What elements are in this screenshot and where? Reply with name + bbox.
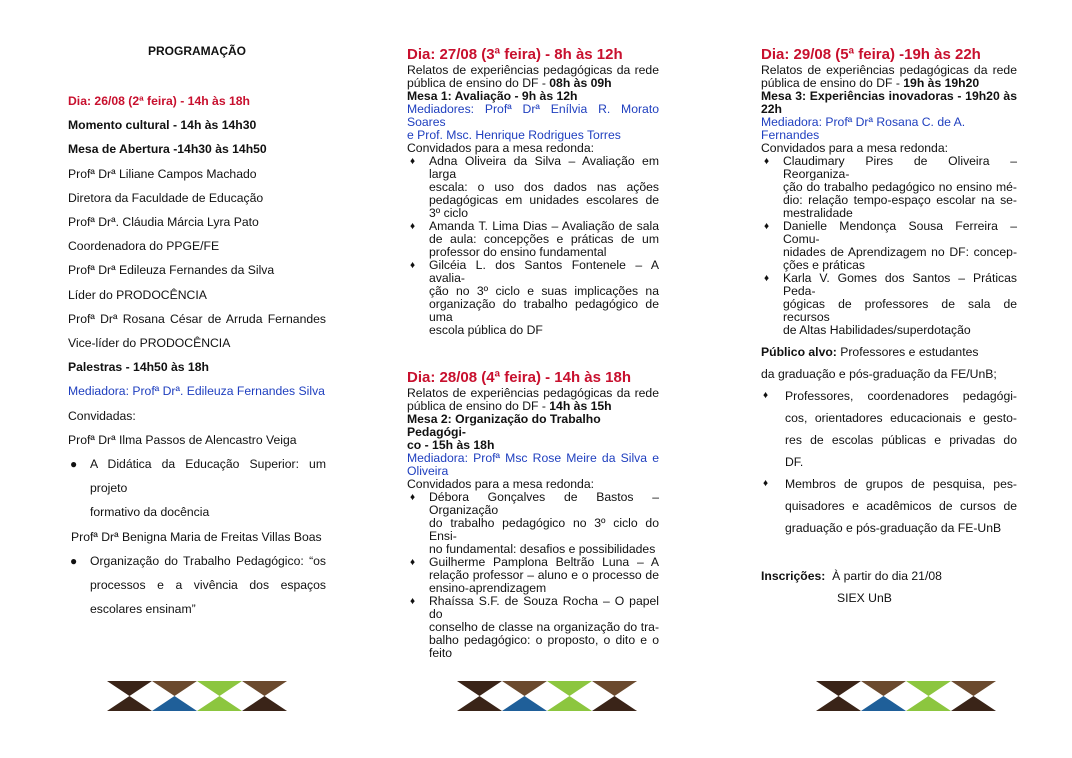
list-item-line: ção do trabalho pedagógico no ensino mé-: [783, 180, 1017, 194]
list-item-line: Professores, coordenadores pedagógi-: [785, 389, 1017, 403]
list-item-line: no fundamental: desafios e possibilidades: [429, 542, 656, 556]
convidados-label: Convidados para a mesa redonda:: [761, 141, 948, 155]
triangle-up: [457, 696, 502, 711]
list-item-line: ção no 3º ciclo e suas implicações na: [429, 284, 659, 298]
speakers-list: [407, 155, 659, 337]
mediadores: e Prof. Msc. Henrique Rodrigues Torres: [407, 128, 621, 142]
triangle-down: [547, 681, 592, 696]
triangle-up: [906, 696, 951, 711]
relatos-text: Relatos de experiências pedagógicas da rede: [407, 386, 659, 400]
relatos-text: pública de ensino do DF - 19h às 19h20: [761, 76, 980, 90]
diamond-bullet-icon: ♦: [764, 273, 770, 284]
person-name: Profª Drª Liliane Campos Machado: [68, 166, 257, 181]
inscricoes-line: Inscrições: À partir do dia 21/08: [761, 569, 942, 583]
person-role: Diretora da Faculdade de Educação: [68, 190, 264, 205]
diamond-bullet-icon: ♦: [763, 390, 769, 401]
list-item-line: escala: o uso dos dados nas ações: [429, 180, 659, 194]
list-item-line: dio: relação tempo-espaço escolar na se-: [783, 193, 1017, 207]
speaker-name: Profª Drª Benigna Maria de Freitas Villas Boas: [71, 529, 322, 544]
list-item: [407, 491, 659, 556]
triangle-down: [107, 681, 152, 696]
triangle-up: [197, 696, 242, 711]
triangle-up: [816, 696, 861, 711]
triangle-up: [547, 696, 592, 711]
list-item-line: escola pública do DF: [429, 323, 543, 337]
relatos-text: pública de ensino do DF - 08h às 09h: [407, 76, 612, 90]
list-item-line: do trabalho pedagógico no 3º ciclo do Ensi-: [429, 516, 659, 543]
siex-label: SIEX UnB: [837, 591, 892, 605]
triangle-down: [592, 681, 637, 696]
day4-block: [761, 46, 1017, 337]
convidados-label: Convidados para a mesa redonda:: [407, 477, 594, 491]
day3-block: [407, 369, 659, 660]
relatos-text: Relatos de experiências pedagógicas da rede: [761, 63, 1017, 77]
list-item: [761, 473, 1017, 539]
diamond-bullet-icon: ♦: [410, 557, 416, 568]
diamond-bullet-icon: ♦: [410, 596, 416, 607]
speaker-name: Profª Drª Ilma Passos de Alencastro Veiga: [68, 432, 297, 447]
bullet-icon: ●: [70, 457, 78, 472]
convidados-label: Convidados para a mesa redonda:: [407, 141, 594, 155]
day-heading: Dia: 29/08 (5ª feira) -19h às 22h: [761, 46, 981, 63]
list-item-line: Danielle Mendonça Sousa Ferreira – Comu-: [783, 219, 1017, 246]
list-item-line: ensino-aprendizagem: [429, 581, 547, 595]
triangle-down: [152, 681, 197, 696]
list-item-line: professor do ensino fundamental: [429, 245, 607, 259]
day1-block: [68, 89, 326, 621]
list-item: [407, 155, 659, 220]
list-item: [407, 556, 659, 595]
list-item-line: quisadores e acadêmicos de cursos de: [785, 499, 1017, 513]
mediadora: Mediadora: Profª Msc Rose Meire da Silva e: [407, 451, 659, 465]
triangle-up: [951, 696, 996, 711]
list-item-line: mestralidade: [783, 206, 853, 220]
momento-cultural: Momento cultural - 14h às 14h30: [68, 118, 257, 133]
list-item-line: 3º ciclo: [429, 206, 468, 220]
person-role: Coordenadora do PPGE/FE: [68, 239, 220, 254]
talk-line: A Didática da Educação Superior: um projeto: [90, 457, 326, 496]
list-item: [407, 595, 659, 660]
list-item-line: feito: [429, 646, 453, 660]
list-item-line: conselho de classe na organização do tra-: [429, 620, 659, 634]
talk-line: Organização do Trabalho Pedagógico: “os: [90, 553, 326, 568]
triangle-up: [242, 696, 287, 711]
publico-alvo-block: [761, 341, 1017, 539]
person-role: Vice-líder do PRODOCÊNCIA: [68, 336, 231, 351]
list-item-line: Membros de grupos de pesquisa, pes-: [785, 477, 1017, 491]
list-item-line: DF.: [785, 455, 804, 469]
list-item: [761, 220, 1017, 272]
mesa-heading: Mesa 1: Avaliação - 9h às 12h: [407, 89, 578, 103]
diamond-bullet-icon: ♦: [764, 156, 770, 167]
triangle-down: [951, 681, 996, 696]
list-item-line: Karla V. Gomes dos Santos – Práticas Peda-: [783, 271, 1017, 298]
triangle-up: [861, 696, 906, 711]
day-heading: Dia: 27/08 (3ª feira) - 8h às 12h: [407, 46, 623, 63]
list-item-line: Guilherme Pamplona Beltrão Luna – A: [429, 555, 659, 569]
list-item-line: res de escolas públicas e privadas do: [785, 433, 1017, 447]
diamond-bullet-icon: ♦: [764, 221, 770, 232]
mesa-heading: co - 15h às 18h: [407, 438, 495, 452]
day-heading: Dia: 28/08 (4ª feira) - 14h às 18h: [407, 369, 631, 386]
decorative-band-2: [457, 681, 637, 711]
diamond-bullet-icon: ♦: [410, 156, 416, 167]
list-item-line: nidades de Aprendizagem no DF: concep-: [783, 245, 1017, 259]
list-item-line: Amanda T. Lima Dias – Avaliação de sala: [429, 219, 659, 233]
list-item: [407, 220, 659, 259]
list-item: [761, 385, 1017, 473]
diamond-bullet-icon: ♦: [763, 478, 769, 489]
talk-line: processos e a vivência dos espaços: [90, 578, 326, 593]
day-heading: Dia: 26/08 (2ª feira) - 14h às 18h: [68, 94, 250, 108]
mediadora: Oliveira: [407, 464, 449, 478]
list-item: [407, 259, 659, 337]
talk-bullet: [68, 452, 326, 525]
person-name: Profª Drª Rosana César de Arruda Fernandes: [68, 311, 326, 326]
mediadores: Mediadores: Profª Drª Enílvia R. Morato Soares: [407, 102, 659, 129]
mesa-abertura: Mesa de Abertura -14h30 às 14h50: [68, 142, 267, 157]
triangle-up: [107, 696, 152, 711]
list-item-line: Débora Gonçalves de Bastos – Organização: [429, 490, 659, 517]
publico-line: Público alvo: Professores e estudantes: [761, 345, 979, 359]
triangle-down: [197, 681, 242, 696]
triangle-up: [592, 696, 637, 711]
relatos-text: pública de ensino do DF - 14h às 15h: [407, 399, 612, 413]
mediadora: Mediadora: Profª Drª Rosana C. de A. Fernandes: [761, 115, 966, 142]
triangle-down: [457, 681, 502, 696]
triangle-up: [502, 696, 547, 711]
triangle-down: [816, 681, 861, 696]
convidadas-label: Convidadas:: [68, 408, 136, 423]
mediadora: Mediadora: Profª Drª. Edileuza Fernandes Silva: [68, 384, 325, 399]
palestras-heading: Palestras - 14h50 às 18h: [68, 360, 209, 375]
relatos-text: Relatos de experiências pedagógicas da rede: [407, 63, 659, 77]
person-name: Profª Drª Edileuza Fernandes da Silva: [68, 263, 275, 278]
mesa-heading: 22h: [761, 102, 783, 116]
decorative-band-1: [107, 681, 287, 711]
speakers-list: [761, 155, 1017, 337]
inscricoes-block: [761, 565, 1017, 609]
publico-line: da graduação e pós-graduação da FE/UnB;: [761, 367, 997, 381]
talk-line: formativo da docência: [90, 505, 210, 520]
bullet-icon: ●: [70, 553, 78, 568]
speakers-list: [407, 491, 659, 660]
list-item-line: cos, orientadores educacionais e gesto-: [785, 411, 1017, 425]
list-item-line: graduação e pós-graduação da FE-UnB: [785, 521, 1002, 535]
list-item: [761, 272, 1017, 337]
diamond-bullet-icon: ♦: [410, 492, 416, 503]
talk-bullet: [68, 549, 326, 622]
mesa-heading: Mesa 3: Experiências inovadoras - 19h20 às: [761, 89, 1017, 103]
programacao-title: PROGRAMAÇÃO: [148, 44, 246, 58]
list-item-line: Gilcéia L. dos Santos Fontenele – A avalia-: [429, 258, 659, 285]
triangle-up: [152, 696, 197, 711]
day2-block: [407, 46, 659, 337]
list-item-line: de aula: concepções e práticas de um: [429, 232, 659, 246]
list-item-line: gógicas de professores de sala de recursos: [783, 297, 1017, 324]
triangle-down: [502, 681, 547, 696]
list-item-line: Claudimary Pires de Oliveira – Reorganiza-: [783, 154, 1017, 181]
triangle-down: [906, 681, 951, 696]
list-item-line: pedagógicas em unidades escolares de: [429, 193, 659, 207]
list-item-line: organização do trabalho pedagógico de uma: [429, 297, 659, 324]
person-name: Profª Drª. Cláudia Márcia Lyra Pato: [68, 215, 259, 230]
triangle-down: [242, 681, 287, 696]
mesa-heading: Mesa 2: Organização do Trabalho Pedagógi-: [407, 412, 601, 439]
triangle-down: [861, 681, 906, 696]
diamond-bullet-icon: ♦: [410, 221, 416, 232]
list-item-line: relação professor – aluno e o processo de: [429, 568, 659, 582]
list-item: [761, 155, 1017, 220]
list-item-line: de Altas Habilidades/superdotação: [783, 323, 971, 337]
publico-list: [761, 385, 1017, 539]
diamond-bullet-icon: ♦: [410, 260, 416, 271]
list-item-line: balho pedagógico: o proposto, o dito e o: [429, 633, 659, 647]
talk-line: escolares ensinam”: [90, 602, 196, 617]
list-item-line: Adna Oliveira da Silva – Avaliação em larga: [429, 154, 659, 181]
decorative-band-3: [816, 681, 996, 711]
list-item-line: Rhaíssa S.F. de Souza Rocha – O papel do: [429, 594, 659, 621]
list-item-line: ções e práticas: [783, 258, 865, 272]
person-role: Líder do PRODOCÊNCIA: [68, 287, 207, 302]
